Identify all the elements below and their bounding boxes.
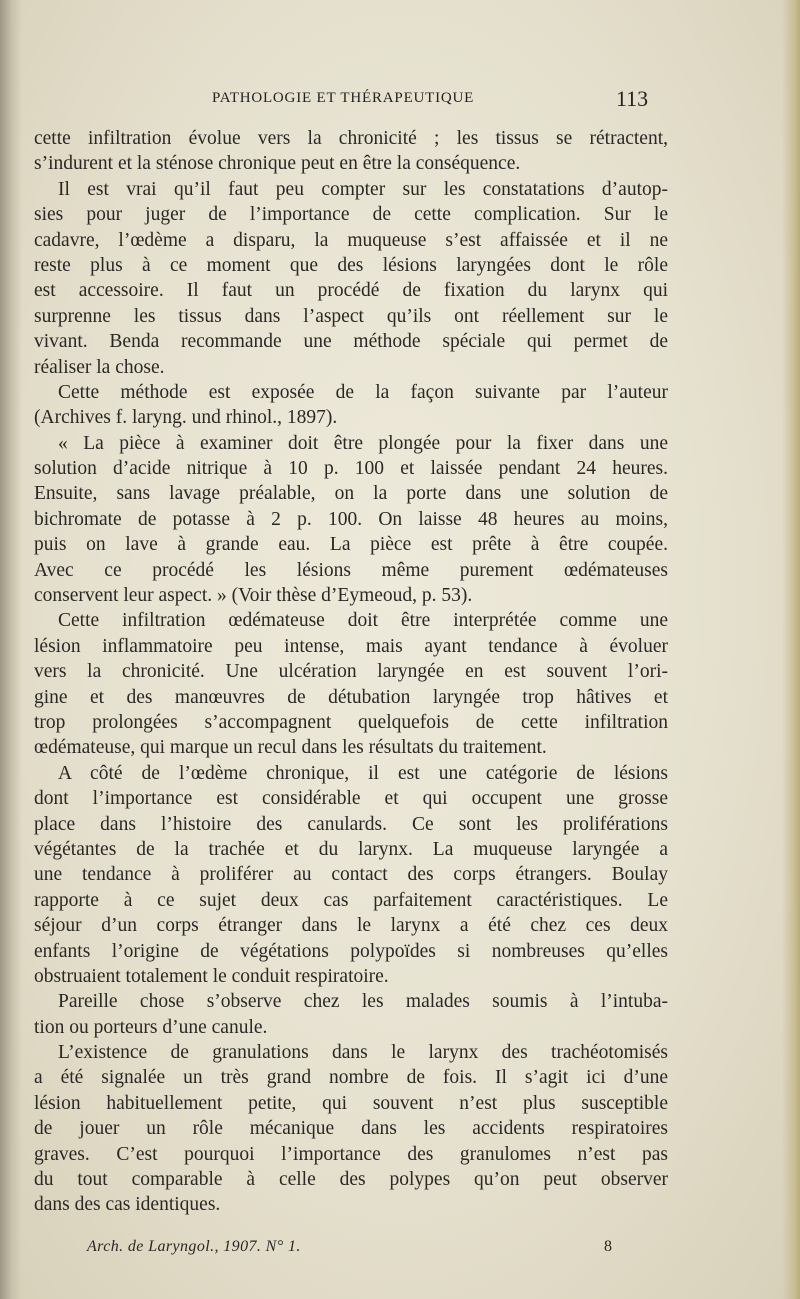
text-line: lésion inflammatoire peu intense, mais ayant tendance à évoluer — [34, 635, 668, 657]
text-line: tion ou porteurs d’une canule. — [34, 1016, 268, 1038]
body-text — [34, 126, 668, 1218]
quote-line: solution d’acide nitrique à 10 p. 100 et laissée pendant 24 heures. — [34, 458, 668, 480]
quote-line: Avec ce procédé les lésions même purement œdémateuses — [34, 559, 668, 581]
text-line: du tout comparable à celle des polypes qu’on peut observer — [34, 1169, 668, 1191]
text-line: cadavre, l’œdème a disparu, la muqueuse s’est affaissée et il ne — [34, 229, 668, 251]
quote-line: bichromate de potasse à 2 p. 100. On laisse 48 heures au moins, — [34, 508, 668, 530]
text-line: réaliser la chose. — [34, 356, 165, 378]
text-line: est accessoire. Il faut un procédé de fixation du larynx qui — [34, 280, 668, 302]
page-footer — [0, 1238, 800, 1264]
text-line: rapporte à ce sujet deux cas parfaitement caractéristiques. Le — [34, 889, 668, 911]
text-line: une tendance à proliférer au contact des corps étrangers. Boulay — [34, 864, 668, 886]
text-line: sies pour juger de l’importance de cette complication. Sur le — [34, 204, 668, 226]
text-line: lésion habituellement petite, qui souvent n’est plus susceptible — [34, 1092, 668, 1114]
text-line: cette infiltration évolue vers la chronicité ; les tissus se rétractent, — [34, 128, 668, 149]
text-line: s’indurent et la sténose chronique peut en être la conséquence. — [34, 153, 521, 175]
text-line: vers la chronicité. Une ulcération laryngée en est souvent l’ori- — [34, 661, 668, 683]
text-line: reste plus à ce moment que des lésions laryngées dont le rôle — [34, 254, 668, 276]
text-line: végétantes de la trachée et du larynx. La muqueuse laryngée a — [34, 838, 668, 860]
page-binding-shadow — [0, 0, 22, 1299]
text-line: vivant. Benda recommande une méthode spéciale qui permet de — [34, 331, 668, 353]
text-line: Il est vrai qu’il faut peu compter sur les constatations d’autop- — [58, 178, 668, 200]
page-number: 113 — [616, 86, 649, 111]
running-head — [0, 86, 800, 116]
text-line: place dans l’histoire des canulards. Ce sont les proliférations — [34, 813, 668, 835]
page-edge — [782, 0, 800, 1299]
quote-line: puis on lave à grande eau. La pièce est prête à être coupée. — [34, 534, 668, 556]
journal-reference: Arch. de Laryngol., 1907. N° 1. — [87, 1238, 301, 1255]
text-line: Cette méthode est exposée de la façon suivante par l’auteur — [58, 381, 668, 403]
text-line: Pareille chose s’observe chez les malades soumis à l’intuba- — [58, 991, 668, 1013]
citation-line: (Archives f. laryng. und rhinol., 1897). — [34, 407, 338, 429]
printer-signature: 8 — [604, 1238, 612, 1255]
text-line: enfants l’origine de végétations polypoïdes si nombreuses qu’elles — [34, 940, 668, 962]
text-line: séjour d’un corps étranger dans le larynx a été chez ces deux — [34, 915, 668, 937]
quote-line: conservent leur aspect. » (Voir thèse d’Eymeoud, p. 53). — [34, 585, 473, 607]
text-line: œdémateuse, qui marque un recul dans les résultats du traitement. — [34, 737, 547, 759]
quote-line: « La pièce à examiner doit être plongée pour la fixer dans une — [58, 432, 668, 454]
text-line: obstruaient totalement le conduit respiratoire. — [34, 965, 389, 987]
text-line: dont l’importance est considérable et qui occupent une grosse — [34, 788, 668, 810]
text-line: dans des cas identiques. — [34, 1194, 221, 1216]
text-line: A côté de l’œdème chronique, il est une catégorie de lésions — [58, 762, 668, 784]
text-line: trop prolongées s’accompagnent quelquefois de cette infiltration — [34, 711, 668, 733]
text-line: Cette infiltration œdémateuse doit être interprétée comme une — [58, 610, 668, 632]
text-line: de jouer un rôle mécanique dans les accidents respiratoires — [34, 1118, 668, 1140]
text-line: graves. C’est pourquoi l’importance des granulomes n’est pas — [34, 1143, 668, 1165]
text-line: surprenne les tissus dans l’aspect qu’ils ont réellement sur le — [34, 305, 668, 327]
text-line: L’existence de granulations dans le larynx des trachéotomisés — [58, 1042, 668, 1064]
running-title: PATHOLOGIE ET THÉRAPEUTIQUE — [212, 90, 475, 106]
text-line: a été signalée un très grand nombre de fois. Il s’agit ici d’une — [34, 1067, 668, 1089]
text-line: gine et des manœuvres de détubation laryngée trop hâtives et — [34, 686, 668, 708]
quote-line: Ensuite, sans lavage préalable, on la porte dans une solution de — [34, 483, 668, 505]
